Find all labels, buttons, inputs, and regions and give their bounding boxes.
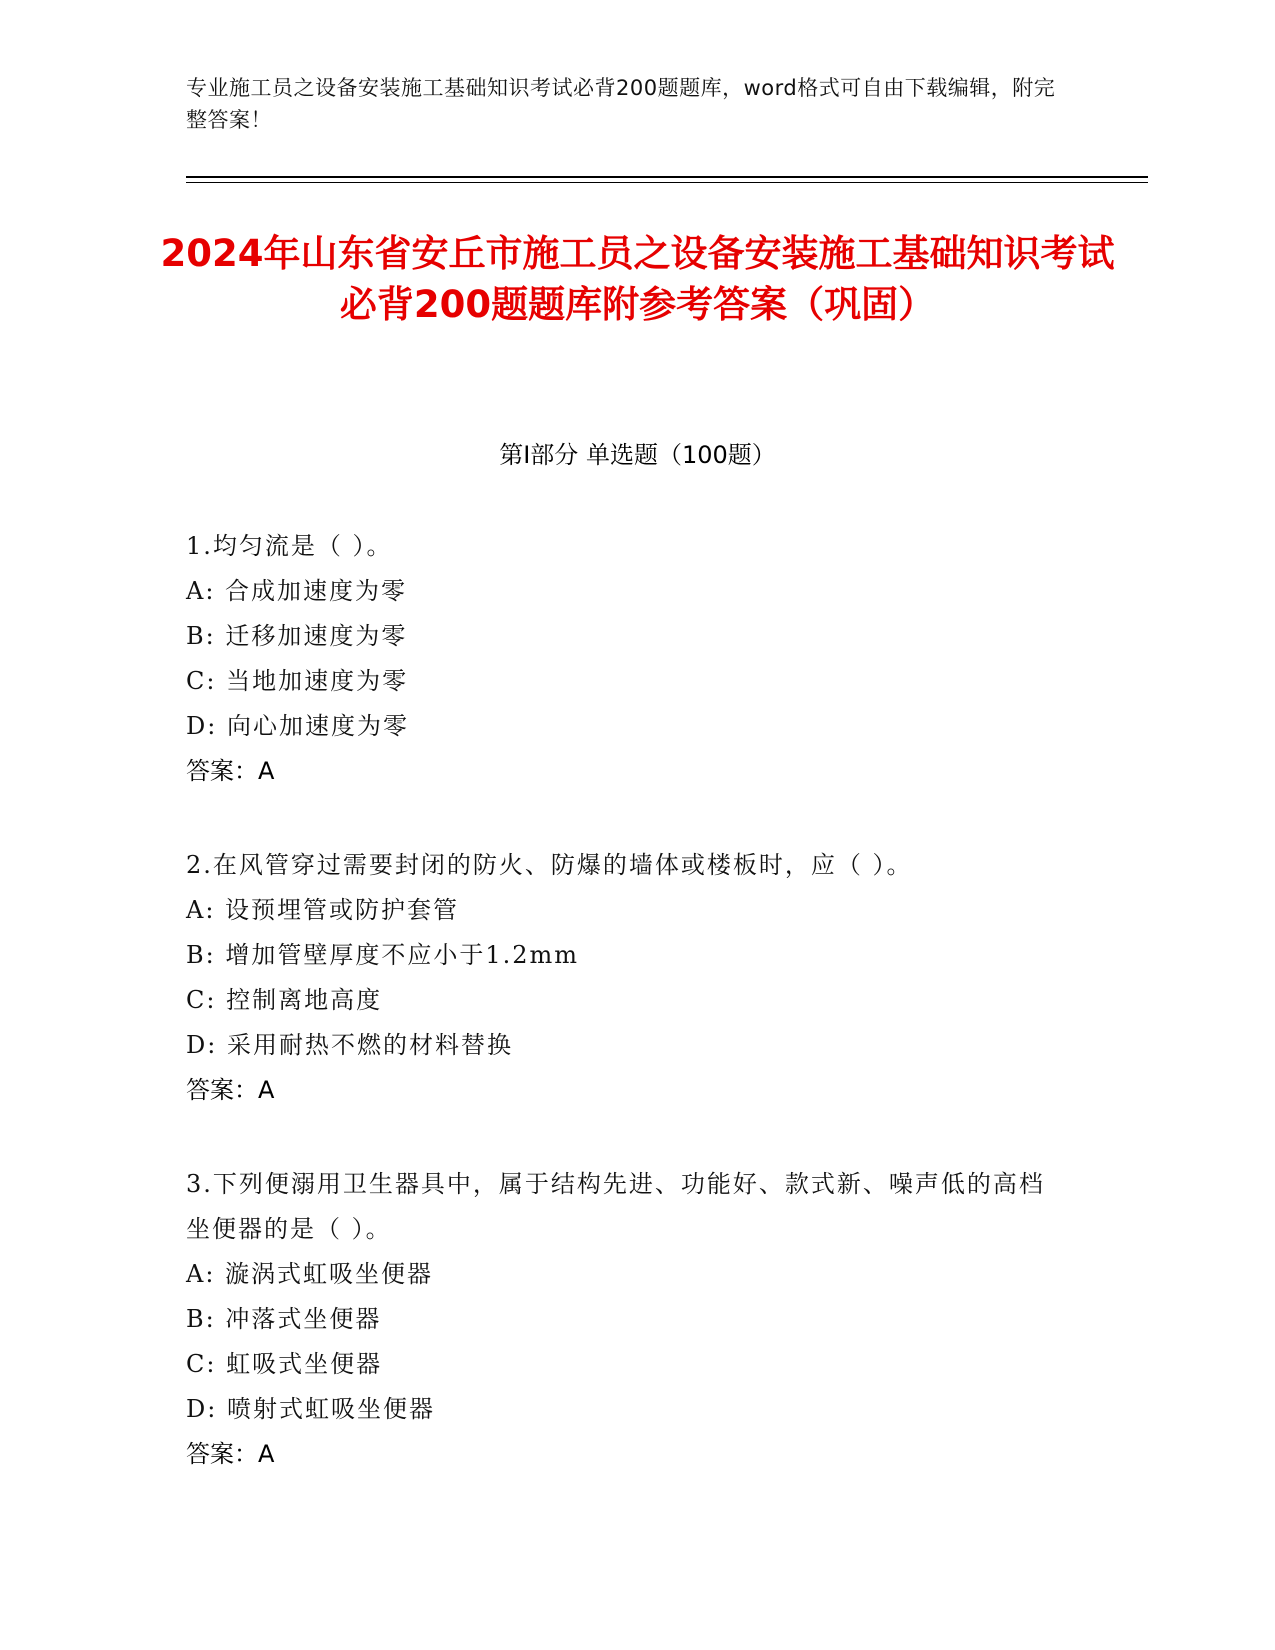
answer-line: 答案：A — [186, 1076, 275, 1104]
option-a: A: 合成加速度为零 — [186, 577, 408, 605]
question-stem: 2.在风管穿过需要封闭的防火、防爆的墙体或楼板时，应（ ）。 — [186, 851, 913, 879]
option-a: A: 设预埋管或防护套管 — [186, 896, 460, 924]
option-d: D: 向心加速度为零 — [186, 712, 409, 740]
option-b: B: 增加管壁厚度不应小于1.2mm — [186, 941, 580, 969]
section-heading: 第I部分 单选题（100题） — [499, 441, 776, 469]
header-note: 专业施工员之设备安装施工基础知识考试必背200题题库，word格式可自由下载编辑，附完整答案！ — [186, 76, 1056, 132]
option-c: C: 当地加速度为零 — [186, 667, 409, 695]
question-stem: 1.均匀流是（ ）。 — [186, 532, 393, 560]
answer-line: 答案：A — [186, 757, 275, 785]
question-item — [186, 524, 1066, 794]
question-stem: 3.下列便溺用卫生器具中，属于结构先进、功能好、款式新、噪声低的高档坐便器的是（ ）。 — [186, 1170, 1045, 1243]
option-d: D: 喷射式虹吸坐便器 — [186, 1395, 435, 1423]
option-c: C: 虹吸式坐便器 — [186, 1350, 383, 1378]
header-divider-thick — [186, 176, 1148, 178]
option-c: C: 控制离地高度 — [186, 986, 383, 1014]
option-b: B: 冲落式坐便器 — [186, 1305, 382, 1333]
question-item — [186, 843, 1066, 1113]
option-b: B: 迁移加速度为零 — [186, 622, 408, 650]
question-item — [186, 1162, 1066, 1477]
document-title: 2024年山东省安丘市施工员之设备安装施工基础知识考试必背200题题库附参考答案（巩固） — [160, 232, 1115, 326]
answer-line: 答案：A — [186, 1440, 275, 1468]
option-d: D: 采用耐热不燃的材料替换 — [186, 1031, 513, 1059]
header-divider-thin — [186, 182, 1148, 183]
option-a: A: 漩涡式虹吸坐便器 — [186, 1260, 434, 1288]
